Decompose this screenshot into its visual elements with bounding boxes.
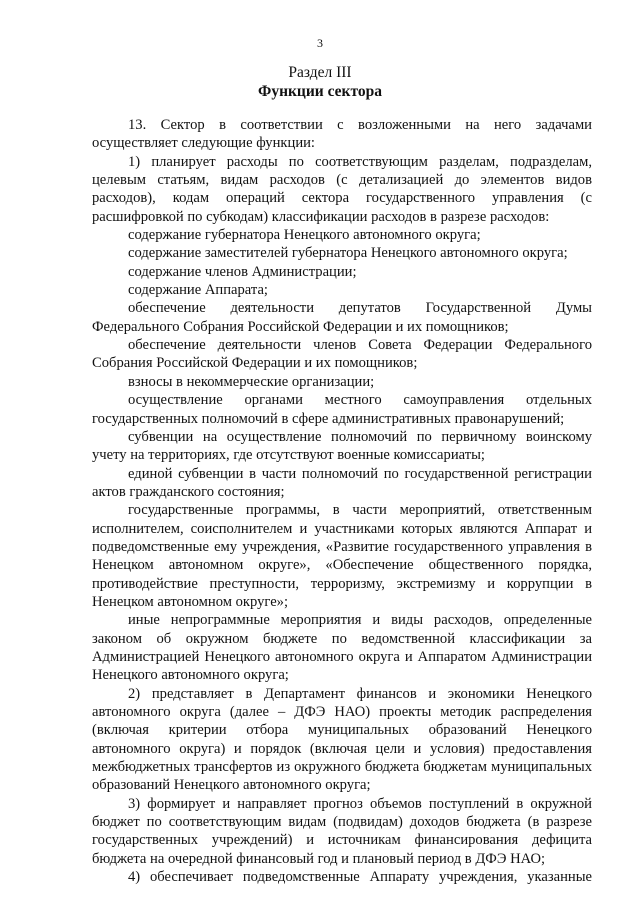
list-item: государственные программы, в части мероприятий, ответственным исполнителем, соисполнителем и участниками которых являются Аппарат и подведомственные ему учреждения, «Развитие государственного управления в Ненецком автономном округе», «Обеспечение общественного порядка, противодействие преступности, терроризму, экстремизму и коррупции в Ненецком автономном округе»; bbox=[92, 502, 592, 610]
list-item: обеспечение деятельности членов Совета Федерации Федерального Собрания Российской Федерации и их помощников; bbox=[92, 337, 592, 372]
list-item: содержание членов Администрации; bbox=[128, 263, 357, 280]
function-item-2: 2) представляет в Департамент финансов и экономики Ненецкого автономного округа (далее – ДФЭ НАО) проекты методик распределения (включая критерии отбора муниципальных образований Ненецкого автономного округа) и порядок (включая цели и условия) предоставления межбюджетных трансфертов из окружного бюджета бюджетам муниципальных образований Ненецкого автономного округа; bbox=[92, 685, 592, 794]
list-item: субвенции на осуществление полномочий по первичному воинскому учету на территориях, где отсутствуют военные комиссариаты; bbox=[92, 428, 592, 464]
list-item: единой субвенции в части полномочий по государственной регистрации актов гражданского состояния; bbox=[92, 465, 592, 500]
list-item: взносы в некоммерческие организации; bbox=[128, 373, 375, 390]
list-item: обеспечение деятельности депутатов Государственной Думы Федерального Собрания Российской Федерации и их помощников; bbox=[92, 300, 592, 335]
page-number: 3 bbox=[317, 36, 323, 50]
document-body bbox=[92, 116, 592, 886]
paragraph-13-intro: 13. Сектор в соответствии с возложенными на него задачами осуществляет следующие функции: bbox=[92, 117, 592, 152]
function-item-3: 3) формирует и направляет прогноз объемов поступлений в окружной бюджет по соответствующим видам (подвидам) доходов бюджета (в разрезе государственных учреждений) и источникам финансирования дефицита бюджета на очередной финансовый год и плановый период в ДФЭ НАО; bbox=[92, 795, 592, 867]
section-number: Раздел III bbox=[288, 64, 352, 81]
function-item-4: 4) обеспечивает подведомственные Аппарату учреждения, указанные bbox=[128, 869, 592, 886]
section-title: Функции сектора bbox=[258, 83, 382, 100]
list-item: содержание Аппарата; bbox=[128, 282, 268, 299]
function-item-1: 1) планирует расходы по соответствующим разделам, подразделам, целевым статьям, видам расходов (с детализацией до элементов видов расходов), кодам операций сектора государственного управления (с расшифровкой по субкодам) классификации расходов в разрезе расходов: bbox=[92, 153, 592, 225]
list-item: иные непрограммные мероприятия и виды расходов, определенные законом об окружном бюджете по ведомственной классификации за Администрацией Ненецкого автономного округа и Аппаратом Администрации Ненецкого автономного округа; bbox=[92, 612, 592, 684]
list-item: осуществление органами местного самоуправления отдельных государственных полномочий в сфере административных правонарушений; bbox=[92, 392, 592, 427]
list-item: содержание губернатора Ненецкого автономного округа; bbox=[128, 227, 481, 244]
list-item: содержание заместителей губернатора Ненецкого автономного округа; bbox=[128, 245, 568, 262]
